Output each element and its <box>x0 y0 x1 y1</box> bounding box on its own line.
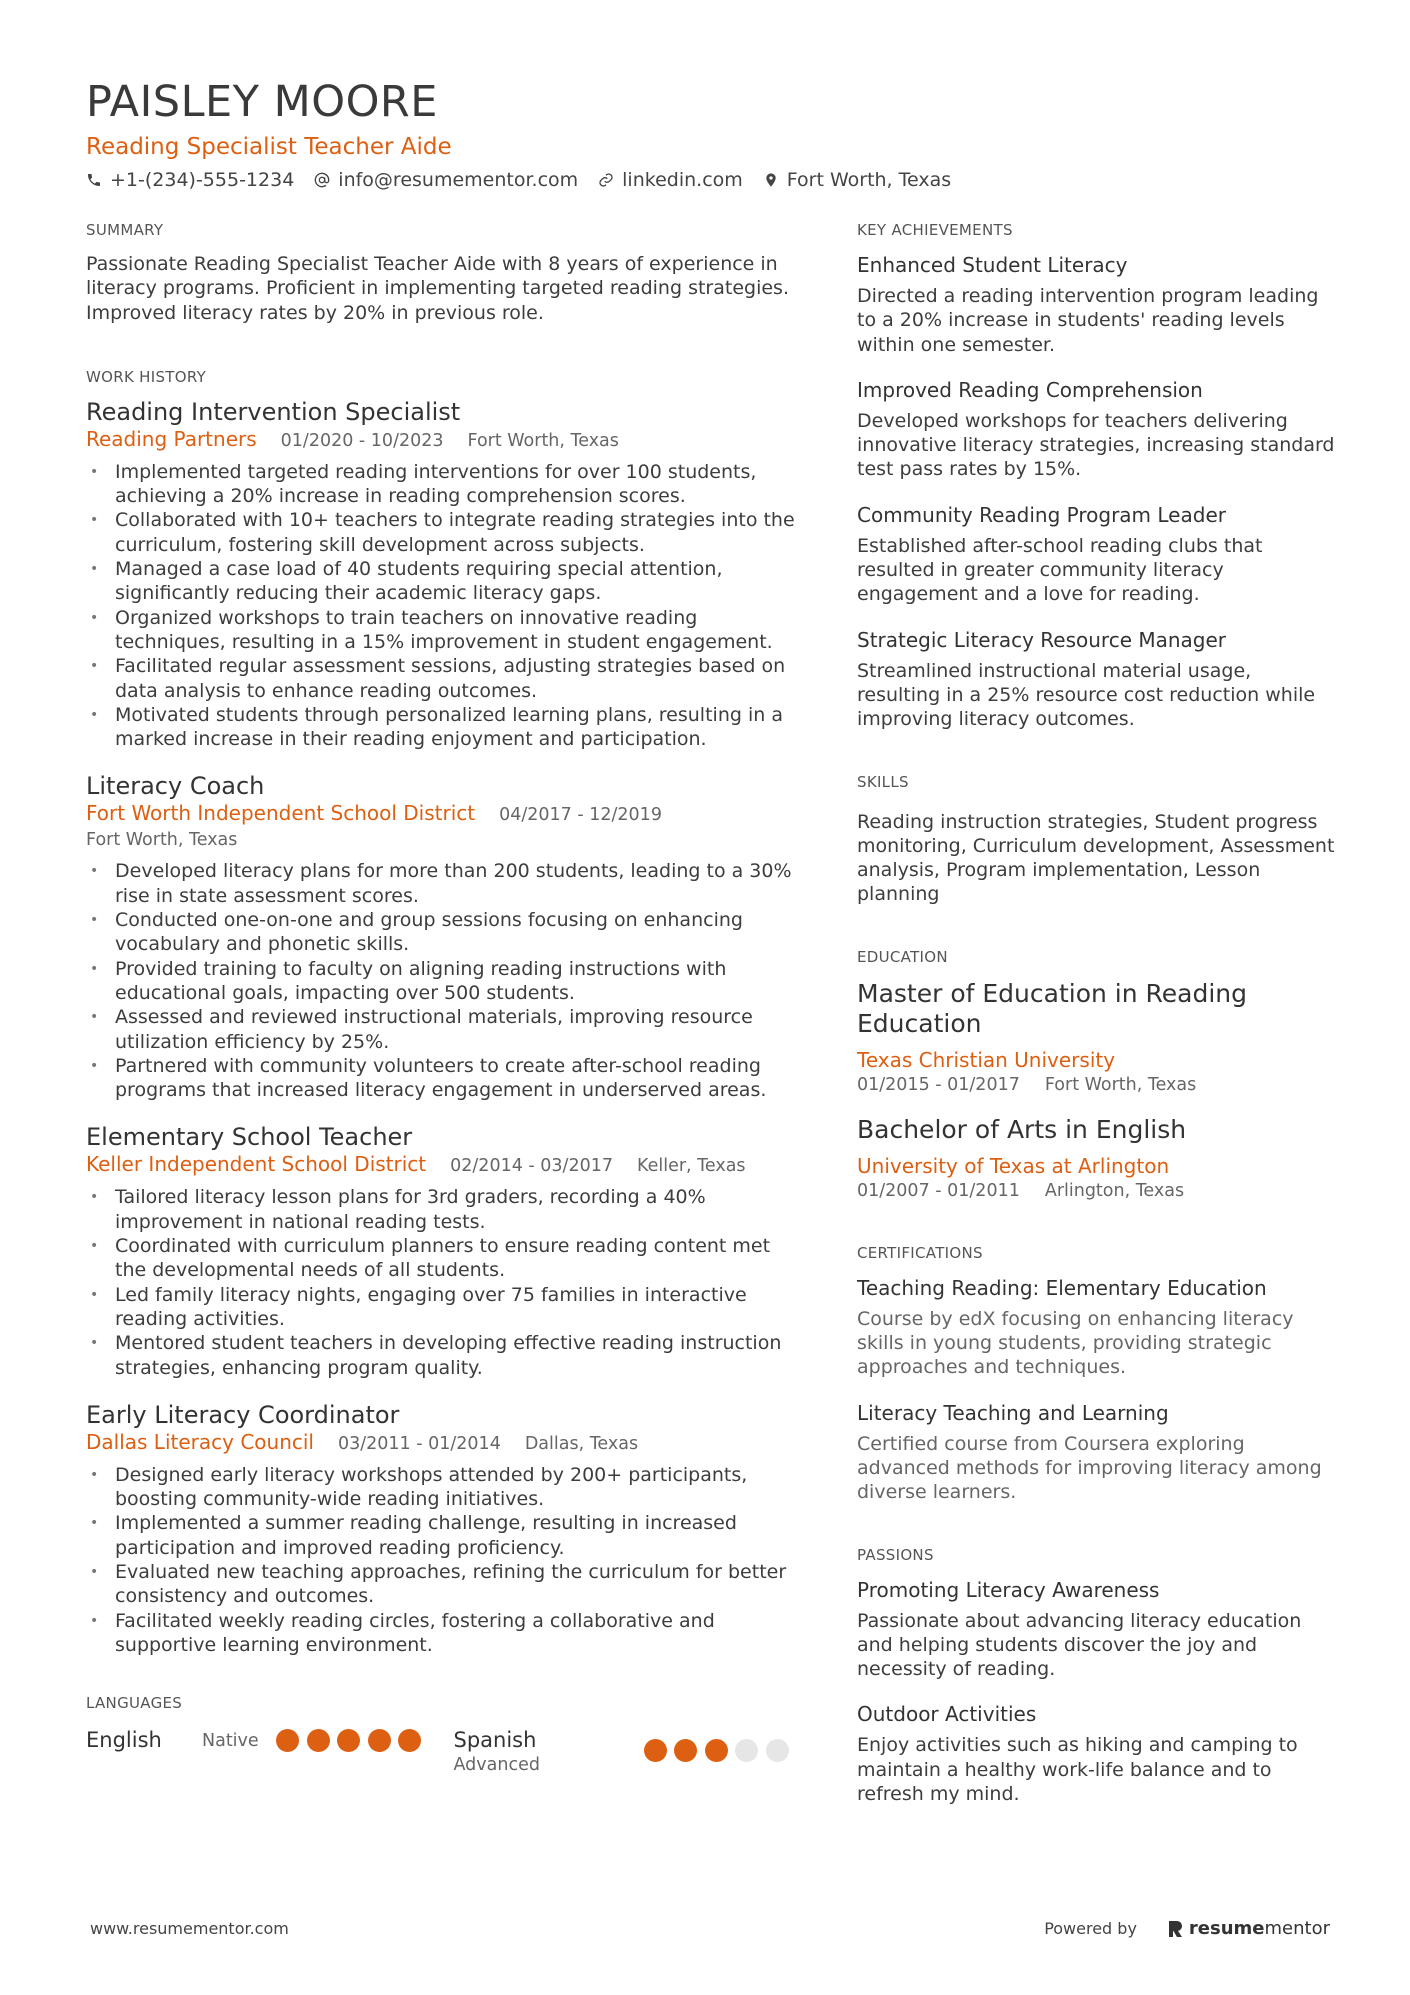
contact-linkedin[interactable] <box>598 166 743 194</box>
education-item <box>857 979 1337 1097</box>
job-bullet: • Assessed and reviewed instructional materials, improving resource utilization efficiency by 25%. <box>86 1005 796 1054</box>
job-title: Reading Intervention Specialist <box>86 397 461 426</box>
job-meta <box>86 427 796 454</box>
achievements-heading: KEY ACHIEVEMENTS <box>857 221 1013 239</box>
job-bullet: • Developed literacy plans for more than 200 students, leading to a 30% rise in state assessment scores. <box>86 859 796 908</box>
job-bullet: • Facilitated regular assessment sessions, adjusting strategies based on data analysis to enhance reading outcomes. <box>86 654 796 703</box>
brand-rest: mentor <box>1264 1918 1330 1939</box>
rating-dot-filled <box>337 1729 360 1752</box>
job-bullets <box>86 859 796 1102</box>
achievement-item <box>857 377 1337 482</box>
rating-dot-filled <box>398 1729 421 1752</box>
education-item <box>857 1115 1337 1203</box>
page-footer <box>90 1918 1330 1939</box>
footer-url[interactable]: www.resumementor.com <box>90 1919 289 1938</box>
achievement-text: Streamlined instructional material usage, resulting in a 25% resource cost reduction while improving literacy outcomes. <box>857 659 1316 731</box>
certification-item <box>857 1275 1337 1380</box>
job-bullet: • Coordinated with curriculum planners to ensure reading content met the developmental needs of all students. <box>86 1234 796 1283</box>
skills-heading: SKILLS <box>857 772 909 791</box>
job-company: Dallas Literacy Council <box>86 1429 314 1454</box>
achievement-title: Strategic Literacy Resource Manager <box>857 627 1227 652</box>
certification-title: Teaching Reading: Elementary Education <box>857 1275 1267 1300</box>
certification-text: Course by edX focusing on enhancing literacy skills in young students, providing strategic approaches and techniques. <box>857 1307 1294 1379</box>
certification-item <box>857 1400 1337 1505</box>
job-dates: 02/2014 - 03/2017 <box>450 1156 613 1177</box>
job-location: Keller, Texas <box>636 1156 746 1177</box>
job-bullet: • Designed early literacy workshops attended by 200+ participants, boosting community-wide reading initiatives. <box>86 1463 796 1512</box>
job-dates: 01/2020 - 10/2023 <box>280 430 444 451</box>
passions-heading: PASSIONS <box>857 1545 934 1564</box>
rating-dot-filled <box>705 1739 728 1762</box>
job-bullet: • Tailored literacy lesson plans for 3rd graders, recording a 40% improvement in national reading tests. <box>86 1185 796 1234</box>
skills-text: Reading instruction strategies, Student progress monitoring, Curriculum development, Assessment analysis, Program implementation, Lesson planning <box>857 810 1335 906</box>
job-title: Elementary School Teacher <box>86 1123 413 1152</box>
education-location: Fort Worth, Texas <box>1044 1074 1197 1095</box>
education-degree: Bachelor of Arts in English <box>857 1114 1187 1144</box>
candidate-role: Reading Specialist Teacher Aide <box>86 134 452 160</box>
achievement-text: Directed a reading intervention program leading to a 20% increase in students' reading levels within one semester. <box>857 285 1319 356</box>
job-bullet: • Mentored student teachers in developing effective reading instruction strategies, enhancing program quality. <box>86 1331 796 1380</box>
job-bullet: • Implemented a summer reading challenge, resulting in increased participation and improved reading proficiency. <box>86 1511 796 1560</box>
rating-dot-filled <box>368 1729 391 1752</box>
job-location: Fort Worth, Texas <box>86 830 238 851</box>
resumementor-logo-icon <box>1167 1920 1183 1938</box>
job-company: Reading Partners <box>86 426 257 451</box>
map-pin-icon <box>763 172 779 188</box>
education-heading: EDUCATION <box>857 947 948 966</box>
phone-icon <box>86 172 102 188</box>
achievement-text: Established after-school reading clubs that resulted in greater community literacy engagement and a love for reading. <box>857 534 1263 606</box>
passion-title: Promoting Literacy Awareness <box>857 1577 1160 1602</box>
candidate-name: PAISLEY MOORE <box>86 77 438 127</box>
job-meta-row <box>86 828 796 853</box>
job-bullet: • Facilitated weekly reading circles, fostering a collaborative and supportive learning environment. <box>86 1609 796 1658</box>
achievement-item <box>857 502 1337 607</box>
achievements-section <box>857 220 1337 732</box>
powered-by <box>1044 1918 1330 1939</box>
job-title: Literacy Coach <box>86 772 265 801</box>
rating-dot-filled <box>644 1739 667 1762</box>
language-item <box>454 1727 797 1777</box>
education-degree: Master of Education in Reading Education <box>857 978 1247 1038</box>
phone-text: +1-(234)-555-1234 <box>110 169 295 191</box>
left-column <box>86 220 796 1777</box>
languages-section <box>86 1693 796 1777</box>
passion-item <box>857 1701 1337 1806</box>
work-history-heading: WORK HISTORY <box>86 367 207 386</box>
location-text: Fort Worth, Texas <box>786 169 952 191</box>
languages-heading: LANGUAGES <box>86 1694 183 1713</box>
linkedin-text: linkedin.com <box>622 169 743 191</box>
language-level: Advanced <box>453 1755 540 1776</box>
job-entry <box>86 771 796 1102</box>
job-bullet: • Led family literacy nights, engaging over 75 families in interactive reading activities. <box>86 1283 796 1332</box>
certification-text: Certified course from Coursera exploring advanced methods for improving literacy among diverse learners. <box>857 1432 1322 1504</box>
email-text: info@resumementor.com <box>338 169 579 191</box>
achievement-item <box>857 252 1337 357</box>
rating-dot-filled <box>307 1729 330 1752</box>
achievement-title: Enhanced Student Literacy <box>857 253 1128 277</box>
at-icon <box>314 172 330 188</box>
achievement-item <box>857 627 1337 732</box>
job-bullets <box>86 1185 796 1379</box>
job-entry <box>86 397 796 752</box>
job-bullet: • Managed a case load of 40 students requiring special attention, significantly reducing their academic literacy gaps. <box>86 557 796 606</box>
contact-email[interactable] <box>314 166 578 194</box>
brand-bold: resume <box>1188 1918 1265 1939</box>
education-school: Texas Christian University <box>857 1047 1116 1072</box>
education-meta <box>857 1179 1337 1203</box>
certification-title: Literacy Teaching and Learning <box>857 1400 1169 1425</box>
education-location: Arlington, Texas <box>1044 1180 1185 1201</box>
education-dates: 01/2007 - 01/2011 <box>857 1180 1020 1201</box>
language-level: Native <box>202 1731 259 1752</box>
job-bullet: • Partnered with community volunteers to create after-school reading programs that increased literacy engagement in underserved areas. <box>86 1054 796 1103</box>
passions-section <box>857 1545 1337 1807</box>
contact-location <box>763 166 951 194</box>
job-meta <box>86 1152 796 1179</box>
skills-section <box>857 772 1337 907</box>
job-dates: 03/2011 - 01/2014 <box>337 1433 501 1454</box>
achievement-title: Improved Reading Comprehension <box>857 377 1203 402</box>
rating-dot-filled <box>276 1729 299 1752</box>
job-company: Fort Worth Independent School District <box>86 801 476 826</box>
summary-heading: SUMMARY <box>86 221 164 239</box>
job-bullet: • Conducted one-on-one and group sessions focusing on enhancing vocabulary and phonetic skills. <box>86 908 796 957</box>
language-rating <box>644 1727 797 1762</box>
language-list <box>86 1727 796 1777</box>
work-history-section <box>86 367 796 1657</box>
right-column <box>857 220 1337 1806</box>
language-item <box>86 1727 454 1753</box>
education-section <box>857 947 1337 1203</box>
job-bullet: • Evaluated new teaching approaches, refining the curriculum for better consistency and outcomes. <box>86 1560 796 1609</box>
summary-text: Passionate Reading Specialist Teacher Aide with 8 years of experience in literacy programs. Proficient in implementing targeted reading strategies. Improved literacy rates by 20% in previous role. <box>86 253 789 324</box>
job-bullet: • Motivated students through personalized learning plans, resulting in a marked increase in their reading enjoyment and participation. <box>86 703 796 752</box>
powered-by-label: Powered by <box>1044 1919 1137 1938</box>
job-bullet: • Organized workshops to train teachers on innovative reading techniques, resulting in a 15% improvement in student engagement. <box>86 606 796 655</box>
link-icon <box>598 172 614 188</box>
job-company: Keller Independent School District <box>86 1152 427 1177</box>
rating-dot-filled <box>674 1739 697 1762</box>
language-name: Spanish <box>453 1728 537 1753</box>
rating-dot-empty <box>766 1739 789 1762</box>
contact-phone[interactable] <box>86 166 294 194</box>
job-location: Fort Worth, Texas <box>467 430 619 451</box>
resume-header <box>86 76 1336 194</box>
job-entry <box>86 1400 796 1657</box>
education-school: University of Texas at Arlington <box>857 1153 1170 1178</box>
rating-dot-empty <box>735 1739 758 1762</box>
language-name: English <box>86 1728 162 1753</box>
job-meta <box>86 801 796 828</box>
job-location: Dallas, Texas <box>524 1433 639 1454</box>
achievement-title: Community Reading Program Leader <box>857 502 1226 527</box>
education-meta <box>857 1073 1337 1097</box>
certifications-heading: CERTIFICATIONS <box>857 1243 983 1262</box>
passion-item <box>857 1577 1337 1682</box>
job-meta <box>86 1430 796 1457</box>
passion-title: Outdoor Activities <box>857 1702 1037 1727</box>
job-bullet: • Implemented targeted reading interventions for over 100 students, achieving a 20% increase in reading comprehension scores. <box>86 460 796 509</box>
language-rating <box>276 1727 429 1752</box>
achievement-text: Developed workshops for teachers delivering innovative literacy strategies, increasing standard test pass rates by 15%. <box>857 409 1335 481</box>
certifications-section <box>857 1243 1337 1505</box>
job-bullet: • Provided training to faculty on aligning reading instructions with educational goals, impacting over 500 students. <box>86 957 796 1006</box>
contact-bar <box>86 166 1336 194</box>
job-bullets <box>86 1463 796 1657</box>
brand-logo[interactable] <box>1167 1918 1330 1939</box>
job-dates: 04/2017 - 12/2019 <box>499 805 662 826</box>
job-title: Early Literacy Coordinator <box>86 1400 400 1429</box>
education-dates: 01/2015 - 01/2017 <box>857 1074 1020 1095</box>
passion-text: Passionate about advancing literacy education and helping students discover the joy and necessity of reading. <box>857 1609 1302 1681</box>
summary-section <box>86 220 796 325</box>
job-bullet: • Collaborated with 10+ teachers to integrate reading strategies into the curriculum, fostering skill development across subjects. <box>86 508 796 557</box>
passion-text: Enjoy activities such as hiking and camping to maintain a healthy work-life balance and to refresh my mind. <box>857 1734 1298 1806</box>
job-bullets <box>86 460 796 752</box>
job-entry <box>86 1122 796 1379</box>
